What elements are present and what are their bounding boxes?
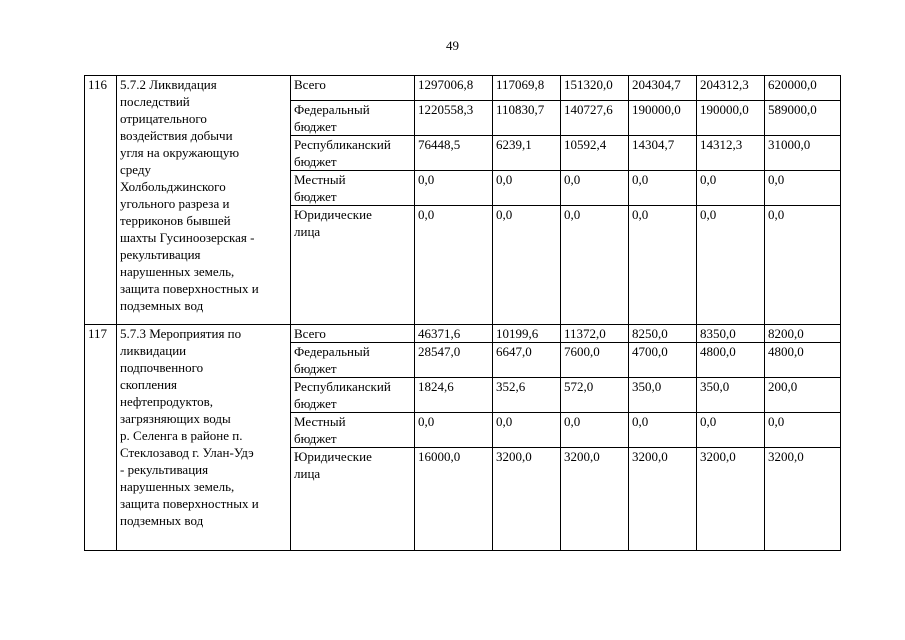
value-cell: 4800,0 <box>765 343 841 378</box>
value-cell: 3200,0 <box>493 448 561 551</box>
funding-source: Республиканский бюджет <box>291 136 415 171</box>
value-cell: 14312,3 <box>697 136 765 171</box>
value-cell: 140727,6 <box>561 101 629 136</box>
value-cell: 8250,0 <box>629 325 697 343</box>
value-cell: 10592,4 <box>561 136 629 171</box>
value-cell: 151320,0 <box>561 76 629 101</box>
value-cell: 0,0 <box>493 171 561 206</box>
value-cell: 0,0 <box>629 413 697 448</box>
value-cell: 10199,6 <box>493 325 561 343</box>
value-cell: 3200,0 <box>697 448 765 551</box>
value-cell: 350,0 <box>629 378 697 413</box>
value-cell: 8200,0 <box>765 325 841 343</box>
value-cell: 8350,0 <box>697 325 765 343</box>
value-cell: 46371,6 <box>415 325 493 343</box>
row-number: 117 <box>85 325 117 551</box>
value-cell: 204304,7 <box>629 76 697 101</box>
value-cell: 0,0 <box>561 413 629 448</box>
value-cell: 0,0 <box>629 171 697 206</box>
value-cell: 76448,5 <box>415 136 493 171</box>
funding-source: Юридические лица <box>291 206 415 325</box>
value-cell: 11372,0 <box>561 325 629 343</box>
measure-name: 5.7.2 Ликвидация последствий отрицательного воздействия добычи угля на окружающую среду Холбольджинского угольного разреза и терриконов бывшей шахты Гусиноозерская - рекультивация нарушенных земель, защита поверхностных и подземных вод <box>117 76 291 325</box>
value-cell: 7600,0 <box>561 343 629 378</box>
table-row <box>85 325 841 343</box>
value-cell: 1220558,3 <box>415 101 493 136</box>
funding-source: Федеральный бюджет <box>291 343 415 378</box>
value-cell: 352,6 <box>493 378 561 413</box>
funding-source: Местный бюджет <box>291 171 415 206</box>
value-cell: 14304,7 <box>629 136 697 171</box>
measure-name: 5.7.3 Мероприятия по ликвидации подпочвенного скопления нефтепродуктов, загрязняющих воды р. Селенга в районе п. Стеклозавод г. Улан-Удэ - рекультивация нарушенных земель, защита поверхностных и подземных вод <box>117 325 291 551</box>
value-cell: 190000,0 <box>629 101 697 136</box>
value-cell: 3200,0 <box>561 448 629 551</box>
value-cell: 0,0 <box>415 206 493 325</box>
value-cell: 110830,7 <box>493 101 561 136</box>
value-cell: 0,0 <box>765 413 841 448</box>
row-number: 116 <box>85 76 117 325</box>
funding-source: Республиканский бюджет <box>291 378 415 413</box>
value-cell: 0,0 <box>765 171 841 206</box>
value-cell: 0,0 <box>415 413 493 448</box>
value-cell: 0,0 <box>697 413 765 448</box>
value-cell: 0,0 <box>765 206 841 325</box>
value-cell: 0,0 <box>629 206 697 325</box>
value-cell: 16000,0 <box>415 448 493 551</box>
funding-source: Федеральный бюджет <box>291 101 415 136</box>
value-cell: 6239,1 <box>493 136 561 171</box>
value-cell: 572,0 <box>561 378 629 413</box>
table-row <box>85 76 841 101</box>
value-cell: 0,0 <box>561 206 629 325</box>
value-cell: 204312,3 <box>697 76 765 101</box>
value-cell: 0,0 <box>493 206 561 325</box>
funding-source: Местный бюджет <box>291 413 415 448</box>
budget-table <box>84 75 841 551</box>
value-cell: 0,0 <box>697 171 765 206</box>
page-number: 49 <box>446 38 459 53</box>
value-cell: 0,0 <box>415 171 493 206</box>
value-cell: 117069,8 <box>493 76 561 101</box>
value-cell: 31000,0 <box>765 136 841 171</box>
value-cell: 0,0 <box>493 413 561 448</box>
funding-source: Юридические лица <box>291 448 415 551</box>
value-cell: 3200,0 <box>629 448 697 551</box>
funding-source: Всего <box>291 76 415 101</box>
funding-source: Всего <box>291 325 415 343</box>
value-cell: 620000,0 <box>765 76 841 101</box>
value-cell: 1824,6 <box>415 378 493 413</box>
value-cell: 6647,0 <box>493 343 561 378</box>
value-cell: 200,0 <box>765 378 841 413</box>
value-cell: 4700,0 <box>629 343 697 378</box>
value-cell: 190000,0 <box>697 101 765 136</box>
value-cell: 1297006,8 <box>415 76 493 101</box>
value-cell: 0,0 <box>697 206 765 325</box>
value-cell: 3200,0 <box>765 448 841 551</box>
value-cell: 350,0 <box>697 378 765 413</box>
value-cell: 0,0 <box>561 171 629 206</box>
value-cell: 28547,0 <box>415 343 493 378</box>
value-cell: 4800,0 <box>697 343 765 378</box>
value-cell: 589000,0 <box>765 101 841 136</box>
